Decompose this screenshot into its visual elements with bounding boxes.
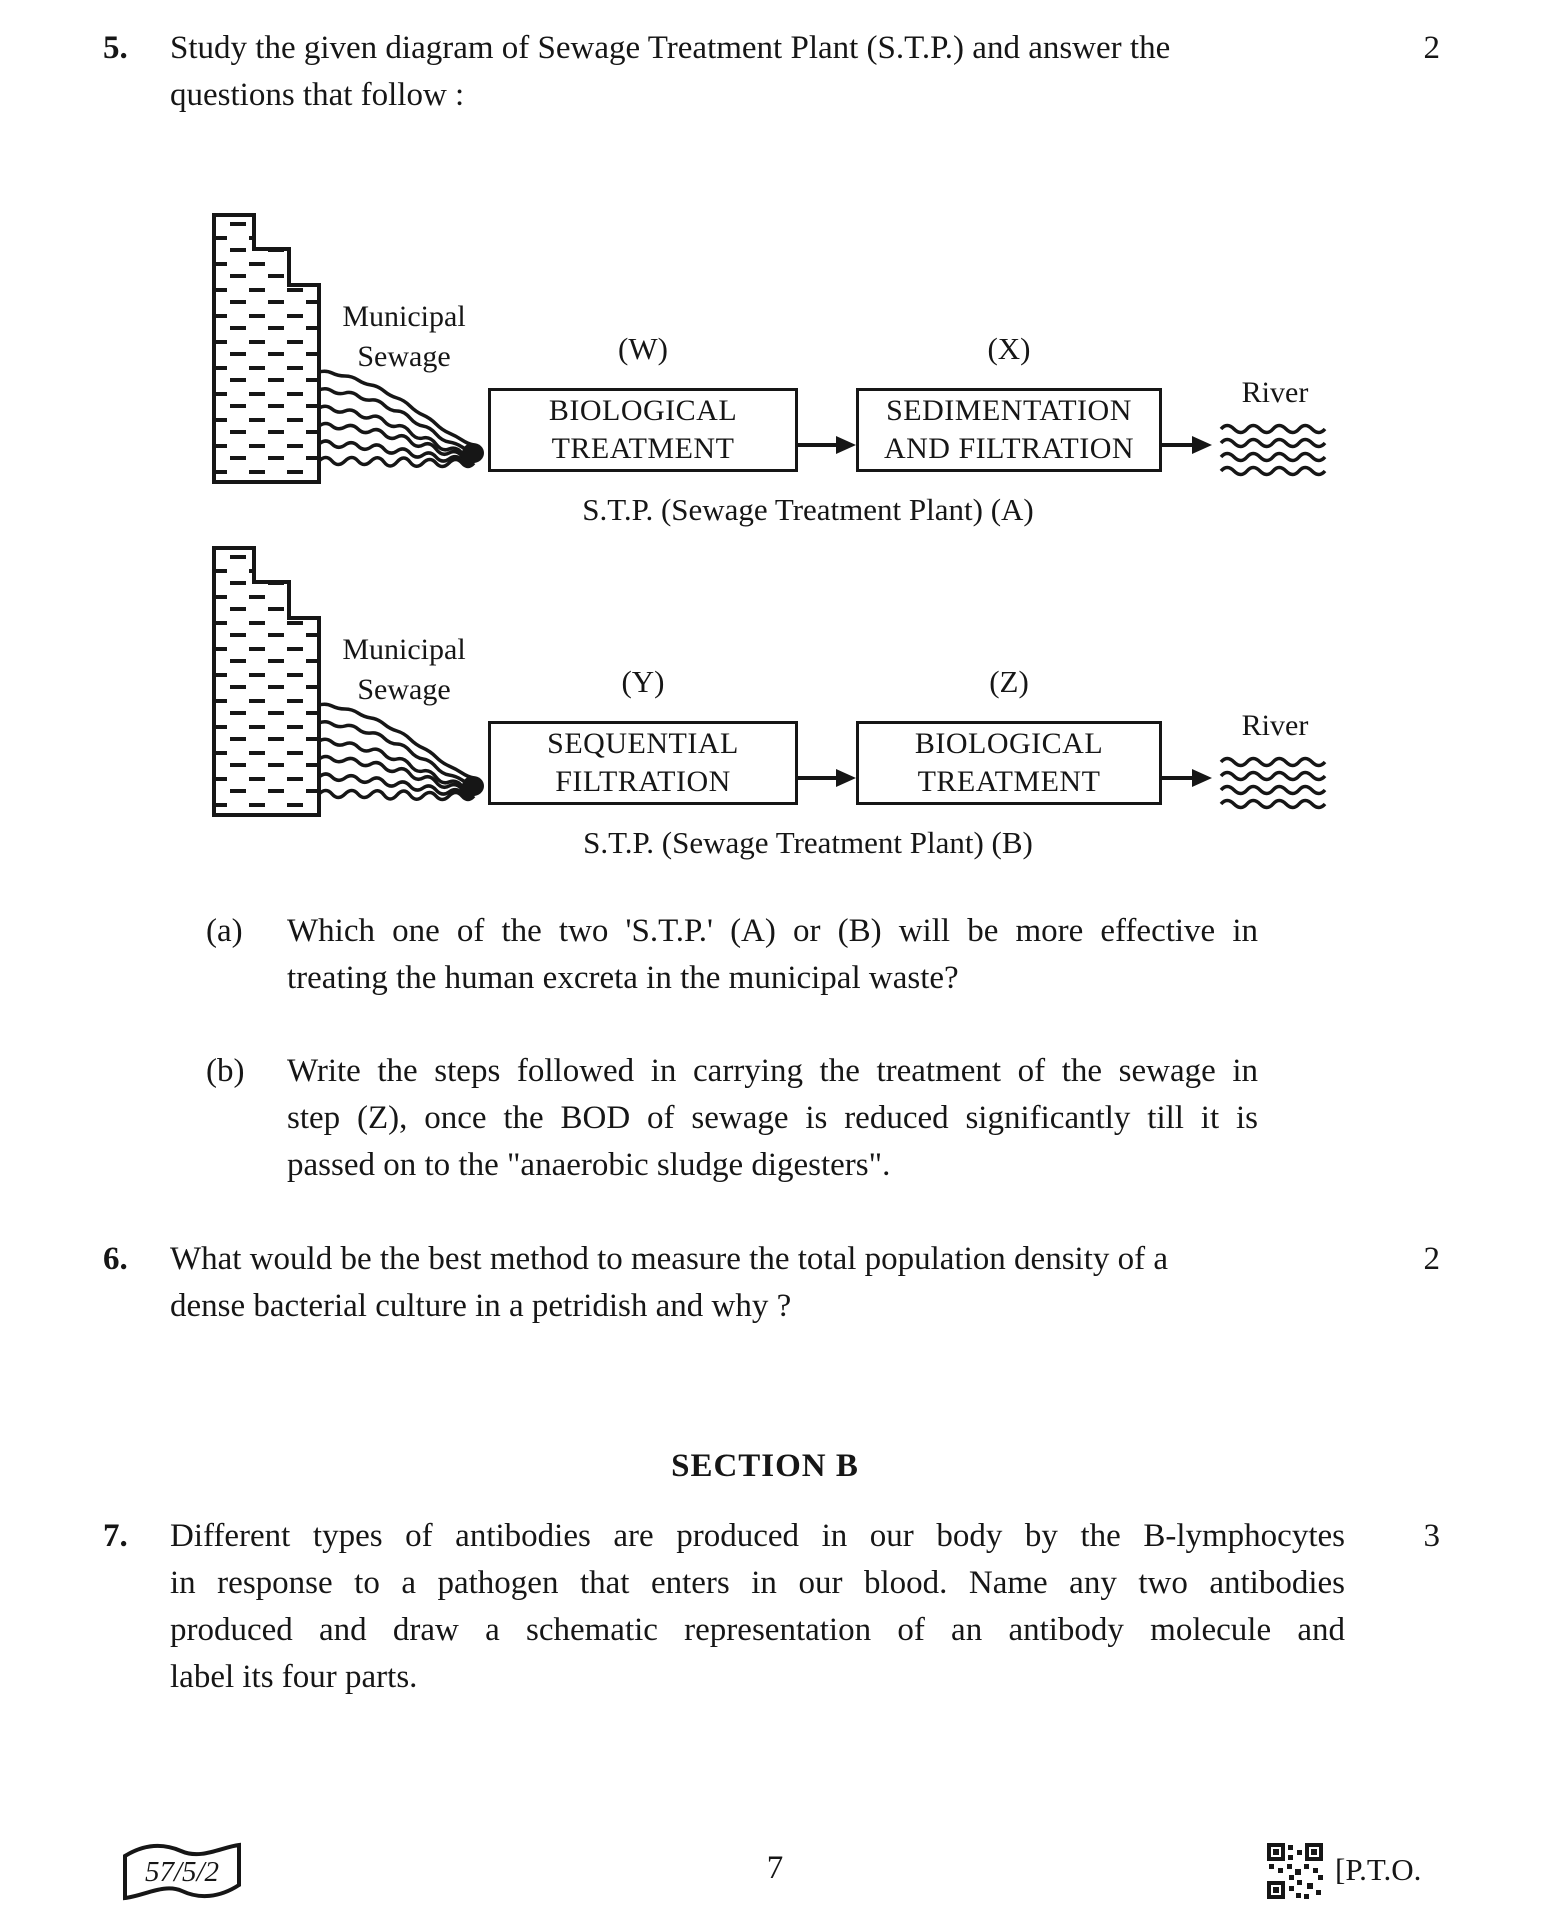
process-box-biological-treatment-a bbox=[488, 388, 798, 472]
arrow-w-to-x bbox=[798, 436, 856, 454]
section-b-heading: SECTION B bbox=[671, 1448, 859, 1484]
q6-line-1: What would be the best method to measure the total population density of a bbox=[170, 1241, 1169, 1277]
process-box-line-2: AND FILTRATION bbox=[883, 432, 1135, 465]
diagram-b-caption: S.T.P. (Sewage Treatment Plant) (B) bbox=[583, 825, 1033, 860]
sub-a-line-1: Which one of the two 'S.T.P.' (A) or (B) will be more effective in bbox=[287, 913, 1258, 949]
q7-line-4: label its four parts. bbox=[170, 1659, 418, 1695]
sub-b-line-2: step (Z), once the BOD of sewage is reduced significantly till it is bbox=[287, 1100, 1258, 1136]
diagram-a-caption: S.T.P. (Sewage Treatment Plant) (A) bbox=[582, 492, 1034, 527]
river-label-a: River bbox=[1241, 376, 1309, 409]
q7-text bbox=[170, 1513, 1345, 1701]
q5-line-1: Study the given diagram of Sewage Treatment Plant (S.T.P.) and answer the bbox=[170, 30, 1171, 66]
paper-code: 57/5/2 bbox=[144, 1856, 220, 1888]
process-box-biological-treatment-b bbox=[856, 721, 1162, 805]
process-box-line-2: FILTRATION bbox=[555, 765, 731, 798]
stage-letter-x: (X) bbox=[987, 331, 1031, 366]
stp-diagram-a bbox=[170, 205, 1360, 540]
river-label-b: River bbox=[1241, 709, 1309, 742]
process-box-sequential-filtration bbox=[488, 721, 798, 805]
q7-marks: 3 bbox=[1423, 1518, 1440, 1554]
process-box-line-2: TREATMENT bbox=[917, 765, 1101, 798]
sub-b-line-1: Write the steps followed in carrying the treatment of the sewage in bbox=[287, 1053, 1258, 1089]
q6-number: 6. bbox=[103, 1241, 128, 1277]
pto-label: [P.T.O. bbox=[1335, 1852, 1422, 1887]
q5-number: 5. bbox=[103, 30, 128, 66]
municipal-sewage-label-a bbox=[328, 297, 480, 377]
q5-marks: 2 bbox=[1423, 30, 1440, 66]
page-number: 7 bbox=[766, 1850, 784, 1886]
q6-line-2: dense bacterial culture in a petridish and why ? bbox=[170, 1288, 792, 1324]
stage-letter-y: (Y) bbox=[621, 664, 665, 699]
q7-line-3: produced and draw a schematic representation of an antibody molecule and bbox=[170, 1612, 1345, 1648]
q7-line-1: Different types of antibodies are produced in our body by the B-lymphocytes bbox=[170, 1518, 1345, 1554]
arrow-y-to-z bbox=[798, 769, 856, 787]
process-box-line-1: SEDIMENTATION bbox=[886, 394, 1132, 427]
sub-b-line-3: passed on to the "anaerobic sludge digesters". bbox=[287, 1147, 891, 1183]
arrow-x-to-river bbox=[1162, 436, 1212, 454]
q7-line-2: in response to a pathogen that enters in our blood. Name any two antibodies bbox=[170, 1565, 1345, 1601]
sub-question-a-text bbox=[287, 908, 1258, 1002]
flow-inlet-blob-b bbox=[462, 776, 484, 796]
municipal-sewage-line-1: Municipal bbox=[342, 300, 466, 333]
river-waves-b bbox=[1221, 759, 1325, 808]
process-box-line-2: TREATMENT bbox=[551, 432, 735, 465]
paper-code-banner-shape bbox=[118, 1838, 246, 1906]
sewage-flow-waves-a bbox=[319, 371, 474, 466]
sub-question-b-label: (b) bbox=[206, 1053, 245, 1089]
q6-text bbox=[170, 1236, 1345, 1330]
arrow-z-to-river bbox=[1162, 769, 1212, 787]
process-box-line-1: SEQUENTIAL bbox=[547, 727, 739, 760]
qr-code-icon bbox=[1266, 1842, 1324, 1900]
sub-a-line-2: treating the human excreta in the municipal waste? bbox=[287, 960, 959, 996]
q6-marks: 2 bbox=[1423, 1241, 1440, 1277]
flow-inlet-blob-a bbox=[462, 443, 484, 463]
river-waves-a bbox=[1221, 426, 1325, 475]
stage-letter-w: (W) bbox=[618, 331, 668, 366]
q7-number: 7. bbox=[103, 1518, 128, 1554]
process-box-line-1: BIOLOGICAL bbox=[548, 394, 738, 427]
paper-code-banner bbox=[118, 1838, 246, 1906]
stp-diagram-b bbox=[170, 538, 1360, 873]
sub-question-b-text bbox=[287, 1048, 1258, 1189]
sewage-tank-shape-b bbox=[214, 548, 319, 815]
q5-line-2: questions that follow : bbox=[170, 77, 465, 113]
municipal-sewage-line-2: Sewage bbox=[357, 340, 451, 373]
process-box-sedimentation-filtration bbox=[856, 388, 1162, 472]
sewage-tank-shape-a bbox=[214, 215, 319, 482]
process-box-line-1: BIOLOGICAL bbox=[914, 727, 1104, 760]
stage-letter-z: (Z) bbox=[989, 664, 1029, 699]
sewage-flow-waves-b bbox=[319, 704, 474, 799]
municipal-sewage-line-2: Sewage bbox=[357, 673, 451, 706]
municipal-sewage-line-1: Municipal bbox=[342, 633, 466, 666]
sub-question-a-label: (a) bbox=[206, 913, 243, 949]
q5-text bbox=[170, 25, 1345, 119]
municipal-sewage-label-b bbox=[328, 630, 480, 710]
